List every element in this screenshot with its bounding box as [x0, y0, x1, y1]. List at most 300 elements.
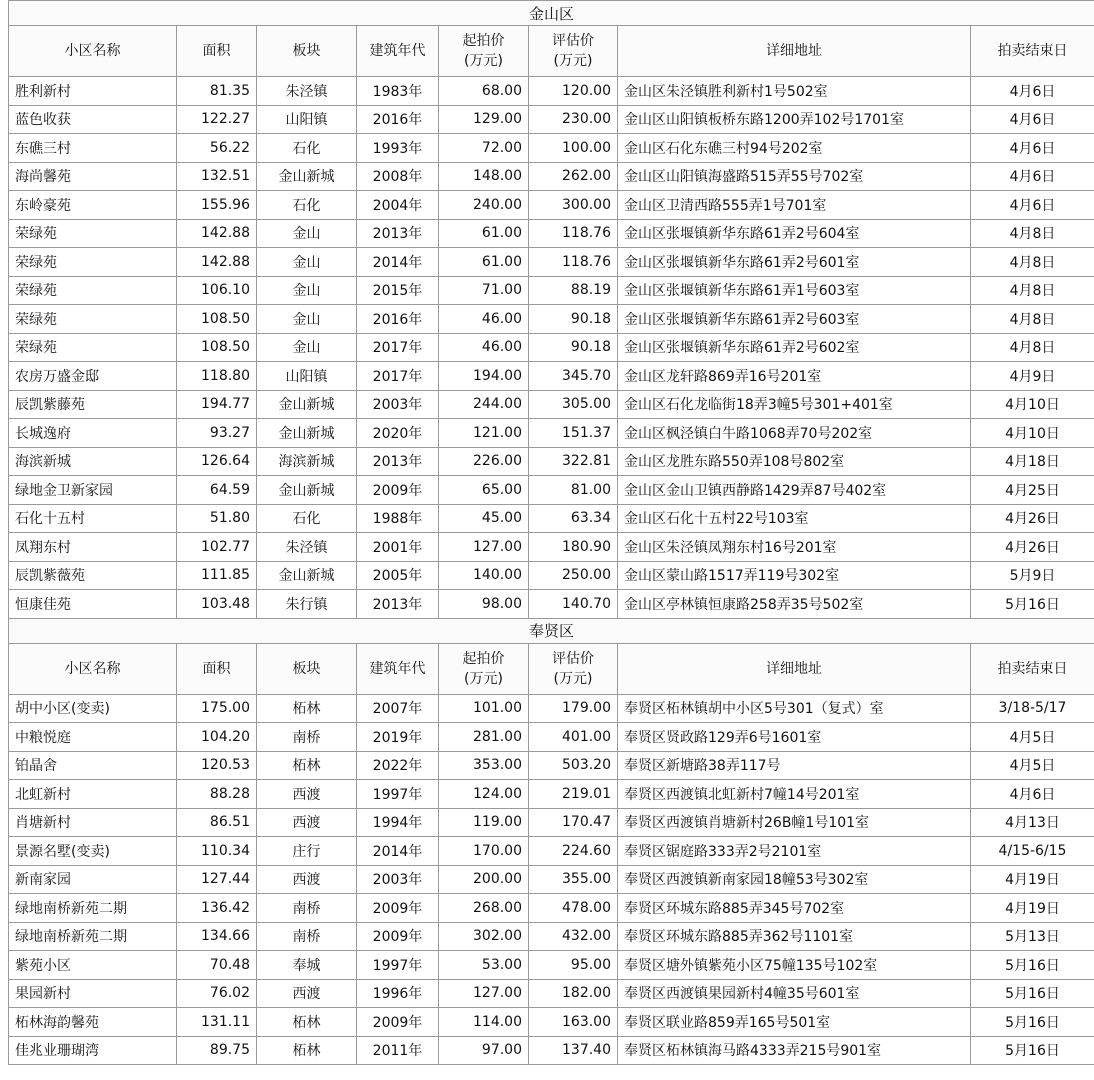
start-price-cell: 129.00	[439, 105, 529, 134]
build-year-cell: 2009年	[357, 476, 439, 505]
block-cell: 庄行	[257, 837, 357, 866]
end-date-cell: 4月8日	[971, 276, 1094, 305]
address-cell: 金山区蒙山路1517弄119号302室	[618, 561, 971, 590]
area-cell: 126.64	[177, 447, 257, 476]
build-year-cell: 1996年	[357, 979, 439, 1008]
build-year-cell: 1994年	[357, 808, 439, 837]
build-year-cell: 2013年	[357, 590, 439, 619]
address-cell: 金山区山阳镇海盛路515弄55号702室	[618, 162, 971, 191]
start-price-cell: 61.00	[439, 248, 529, 277]
table-row	[9, 248, 1094, 277]
address-cell: 奉贤区贤政路129弄6号1601室	[618, 723, 971, 752]
table-row	[9, 951, 1094, 980]
address-cell: 金山区龙轩路869弄16号201室	[618, 362, 971, 391]
build-year-cell: 2005年	[357, 561, 439, 590]
block-cell: 柘林	[257, 1036, 357, 1065]
block-cell: 金山新城	[257, 162, 357, 191]
end-date-cell: 5月16日	[971, 979, 1094, 1008]
build-year-cell: 2013年	[357, 447, 439, 476]
block-cell: 西渡	[257, 979, 357, 1008]
table-row	[9, 447, 1094, 476]
eval-price-cell: 163.00	[529, 1008, 618, 1037]
start-price-cell: 65.00	[439, 476, 529, 505]
eval-price-cell: 100.00	[529, 134, 618, 163]
build-year-cell: 2003年	[357, 390, 439, 419]
table-row	[9, 219, 1094, 248]
area-cell: 81.35	[177, 77, 257, 106]
eval-price-cell: 345.70	[529, 362, 618, 391]
table-row	[9, 276, 1094, 305]
address-cell: 金山区朱泾镇胜利新村1号502室	[618, 77, 971, 106]
end-date-cell: 4月19日	[971, 865, 1094, 894]
table-row	[9, 865, 1094, 894]
table-row	[9, 1036, 1094, 1065]
address-cell: 奉贤区锯庭路333弄2号2101室	[618, 837, 971, 866]
build-year-cell: 1997年	[357, 780, 439, 809]
address-cell: 金山区张堰镇新华东路61弄2号603室	[618, 305, 971, 334]
eval-price-cell: 88.19	[529, 276, 618, 305]
area-cell: 118.80	[177, 362, 257, 391]
build-year-cell: 2017年	[357, 362, 439, 391]
end-date-cell: 4月9日	[971, 362, 1094, 391]
block-cell: 南桥	[257, 894, 357, 923]
end-date-cell: 4月6日	[971, 134, 1094, 163]
start-price-cell: 71.00	[439, 276, 529, 305]
block-cell: 西渡	[257, 865, 357, 894]
address-cell: 奉贤区环城东路885弄345号702室	[618, 894, 971, 923]
community-name-cell: 景源名墅(变卖)	[9, 837, 177, 866]
build-year-cell: 2009年	[357, 1008, 439, 1037]
start-price-cell: 97.00	[439, 1036, 529, 1065]
header-eval-price-line2: (万元)	[553, 670, 593, 687]
community-name-cell: 胜利新村	[9, 77, 177, 106]
community-name-cell: 绿地南桥新苑二期	[9, 894, 177, 923]
end-date-cell: 4月10日	[971, 419, 1094, 448]
end-date-cell: 5月16日	[971, 1036, 1094, 1065]
header-end-date: 拍卖结束日	[971, 26, 1094, 77]
community-name-cell: 荣绿苑	[9, 219, 177, 248]
block-cell: 金山新城	[257, 419, 357, 448]
header-row	[9, 643, 1094, 694]
start-price-cell: 148.00	[439, 162, 529, 191]
end-date-cell: 5月16日	[971, 590, 1094, 619]
eval-price-cell: 63.34	[529, 504, 618, 533]
table-row	[9, 77, 1094, 106]
end-date-cell: 4月26日	[971, 504, 1094, 533]
community-name-cell: 紫苑小区	[9, 951, 177, 980]
address-cell: 奉贤区西渡镇北虹新村7幢14号201室	[618, 780, 971, 809]
region-title: 奉贤区	[9, 618, 1094, 643]
community-name-cell: 凤翔东村	[9, 533, 177, 562]
address-cell: 金山区石化东礁三村94号202室	[618, 134, 971, 163]
table-body	[9, 1, 1094, 1065]
area-cell: 132.51	[177, 162, 257, 191]
area-cell: 108.50	[177, 305, 257, 334]
area-cell: 108.50	[177, 333, 257, 362]
table-row	[9, 134, 1094, 163]
end-date-cell: 5月9日	[971, 561, 1094, 590]
end-date-cell: 5月16日	[971, 951, 1094, 980]
end-date-cell: 4月10日	[971, 390, 1094, 419]
start-price-cell: 53.00	[439, 951, 529, 980]
eval-price-cell: 140.70	[529, 590, 618, 619]
build-year-cell: 2014年	[357, 248, 439, 277]
eval-price-cell: 322.81	[529, 447, 618, 476]
start-price-cell: 200.00	[439, 865, 529, 894]
address-cell: 奉贤区新塘路38弄117号	[618, 751, 971, 780]
area-cell: 70.48	[177, 951, 257, 980]
end-date-cell: 5月16日	[971, 1008, 1094, 1037]
table-row	[9, 305, 1094, 334]
address-cell: 金山区张堰镇新华东路61弄1号603室	[618, 276, 971, 305]
table-row	[9, 894, 1094, 923]
header-address: 详细地址	[618, 26, 971, 77]
start-price-cell: 194.00	[439, 362, 529, 391]
start-price-cell: 46.00	[439, 305, 529, 334]
end-date-cell: 3/18-5/17	[971, 694, 1094, 723]
area-cell: 76.02	[177, 979, 257, 1008]
address-cell: 奉贤区西渡镇新南家园18幢53号302室	[618, 865, 971, 894]
region-title-row	[9, 1, 1094, 26]
eval-price-cell: 300.00	[529, 191, 618, 220]
header-eval-price-line1: 评估价	[552, 33, 594, 49]
address-cell: 金山区龙胜东路550弄108号802室	[618, 447, 971, 476]
community-name-cell: 辰凯紫薇苑	[9, 561, 177, 590]
end-date-cell: 4月26日	[971, 533, 1094, 562]
block-cell: 金山新城	[257, 561, 357, 590]
build-year-cell: 2015年	[357, 276, 439, 305]
area-cell: 122.27	[177, 105, 257, 134]
block-cell: 朱行镇	[257, 590, 357, 619]
start-price-cell: 140.00	[439, 561, 529, 590]
block-cell: 奉城	[257, 951, 357, 980]
community-name-cell: 东礁三村	[9, 134, 177, 163]
table-row	[9, 922, 1094, 951]
header-eval-price	[529, 643, 618, 694]
area-cell: 89.75	[177, 1036, 257, 1065]
address-cell: 金山区石化龙临街18弄3幢5号301+401室	[618, 390, 971, 419]
start-price-cell: 353.00	[439, 751, 529, 780]
table-row	[9, 162, 1094, 191]
eval-price-cell: 219.01	[529, 780, 618, 809]
address-cell: 奉贤区塘外镇紫苑小区75幢135号102室	[618, 951, 971, 980]
area-cell: 142.88	[177, 219, 257, 248]
start-price-cell: 46.00	[439, 333, 529, 362]
block-cell: 金山	[257, 248, 357, 277]
table-row	[9, 105, 1094, 134]
eval-price-cell: 179.00	[529, 694, 618, 723]
area-cell: 111.85	[177, 561, 257, 590]
build-year-cell: 2001年	[357, 533, 439, 562]
address-cell: 金山区张堰镇新华东路61弄2号602室	[618, 333, 971, 362]
eval-price-cell: 90.18	[529, 333, 618, 362]
table-row	[9, 751, 1094, 780]
end-date-cell: 4月8日	[971, 305, 1094, 334]
eval-price-cell: 170.47	[529, 808, 618, 837]
area-cell: 155.96	[177, 191, 257, 220]
header-eval-price	[529, 26, 618, 77]
header-year: 建筑年代	[357, 643, 439, 694]
table-row	[9, 1008, 1094, 1037]
build-year-cell: 2020年	[357, 419, 439, 448]
block-cell: 石化	[257, 504, 357, 533]
header-block: 板块	[257, 643, 357, 694]
block-cell: 山阳镇	[257, 105, 357, 134]
area-cell: 51.80	[177, 504, 257, 533]
community-name-cell: 铂晶舍	[9, 751, 177, 780]
header-start-price	[439, 26, 529, 77]
block-cell: 朱泾镇	[257, 533, 357, 562]
area-cell: 136.42	[177, 894, 257, 923]
header-area: 面积	[177, 26, 257, 77]
block-cell: 西渡	[257, 780, 357, 809]
area-cell: 120.53	[177, 751, 257, 780]
area-cell: 127.44	[177, 865, 257, 894]
block-cell: 石化	[257, 134, 357, 163]
eval-price-cell: 95.00	[529, 951, 618, 980]
build-year-cell: 2017年	[357, 333, 439, 362]
address-cell: 金山区张堰镇新华东路61弄2号601室	[618, 248, 971, 277]
block-cell: 金山	[257, 305, 357, 334]
eval-price-cell: 81.00	[529, 476, 618, 505]
header-start-price	[439, 643, 529, 694]
community-name-cell: 蓝色收获	[9, 105, 177, 134]
build-year-cell: 1997年	[357, 951, 439, 980]
start-price-cell: 114.00	[439, 1008, 529, 1037]
community-name-cell: 长城逸府	[9, 419, 177, 448]
community-name-cell: 肖塘新村	[9, 808, 177, 837]
block-cell: 柘林	[257, 1008, 357, 1037]
end-date-cell: 4月8日	[971, 248, 1094, 277]
address-cell: 奉贤区柘林镇胡中小区5号301（复式）室	[618, 694, 971, 723]
end-date-cell: 4月6日	[971, 191, 1094, 220]
address-cell: 金山区卫清西路555弄1号701室	[618, 191, 971, 220]
community-name-cell: 恒康佳苑	[9, 590, 177, 619]
community-name-cell: 中粮悦庭	[9, 723, 177, 752]
end-date-cell: 4月13日	[971, 808, 1094, 837]
community-name-cell: 海滨新城	[9, 447, 177, 476]
start-price-cell: 226.00	[439, 447, 529, 476]
start-price-cell: 101.00	[439, 694, 529, 723]
area-cell: 110.34	[177, 837, 257, 866]
block-cell: 石化	[257, 191, 357, 220]
end-date-cell: 4月25日	[971, 476, 1094, 505]
end-date-cell: 4月6日	[971, 77, 1094, 106]
start-price-cell: 68.00	[439, 77, 529, 106]
address-cell: 奉贤区西渡镇肖塘新村26B幢1号101室	[618, 808, 971, 837]
end-date-cell: 4月6日	[971, 162, 1094, 191]
address-cell: 金山区张堰镇新华东路61弄2号604室	[618, 219, 971, 248]
start-price-cell: 302.00	[439, 922, 529, 951]
address-cell: 金山区朱泾镇凤翔东村16号201室	[618, 533, 971, 562]
eval-price-cell: 401.00	[529, 723, 618, 752]
community-name-cell: 果园新村	[9, 979, 177, 1008]
build-year-cell: 2009年	[357, 922, 439, 951]
community-name-cell: 荣绿苑	[9, 248, 177, 277]
eval-price-cell: 151.37	[529, 419, 618, 448]
header-name: 小区名称	[9, 26, 177, 77]
block-cell: 金山新城	[257, 476, 357, 505]
community-name-cell: 东岭豪苑	[9, 191, 177, 220]
area-cell: 102.77	[177, 533, 257, 562]
region-title-row	[9, 618, 1094, 643]
area-cell: 194.77	[177, 390, 257, 419]
eval-price-cell: 250.00	[529, 561, 618, 590]
build-year-cell: 2003年	[357, 865, 439, 894]
area-cell: 56.22	[177, 134, 257, 163]
build-year-cell: 2011年	[357, 1036, 439, 1065]
area-cell: 104.20	[177, 723, 257, 752]
auction-listing-table	[8, 0, 1094, 1065]
table-row	[9, 780, 1094, 809]
end-date-cell: 4月8日	[971, 333, 1094, 362]
address-cell: 金山区石化十五村22号103室	[618, 504, 971, 533]
community-name-cell: 辰凯紫藤苑	[9, 390, 177, 419]
table-row	[9, 561, 1094, 590]
table-row	[9, 419, 1094, 448]
table-row	[9, 808, 1094, 837]
area-cell: 134.66	[177, 922, 257, 951]
header-eval-price-line1: 评估价	[552, 650, 594, 667]
block-cell: 西渡	[257, 808, 357, 837]
block-cell: 金山	[257, 333, 357, 362]
eval-price-cell: 305.00	[529, 390, 618, 419]
eval-price-cell: 478.00	[529, 894, 618, 923]
community-name-cell: 荣绿苑	[9, 276, 177, 305]
block-cell: 朱泾镇	[257, 77, 357, 106]
eval-price-cell: 137.40	[529, 1036, 618, 1065]
address-cell: 奉贤区西渡镇果园新村4幢35号601室	[618, 979, 971, 1008]
start-price-cell: 240.00	[439, 191, 529, 220]
community-name-cell: 绿地金卫新家园	[9, 476, 177, 505]
end-date-cell: 4月18日	[971, 447, 1094, 476]
start-price-cell: 127.00	[439, 533, 529, 562]
eval-price-cell: 432.00	[529, 922, 618, 951]
table-row	[9, 504, 1094, 533]
end-date-cell: 4月8日	[971, 219, 1094, 248]
table-row	[9, 979, 1094, 1008]
block-cell: 金山新城	[257, 390, 357, 419]
build-year-cell: 1988年	[357, 504, 439, 533]
eval-price-cell: 262.00	[529, 162, 618, 191]
region-title: 金山区	[9, 1, 1094, 26]
build-year-cell: 2016年	[357, 105, 439, 134]
community-name-cell: 海尚馨苑	[9, 162, 177, 191]
start-price-cell: 98.00	[439, 590, 529, 619]
eval-price-cell: 224.60	[529, 837, 618, 866]
area-cell: 106.10	[177, 276, 257, 305]
build-year-cell: 2016年	[357, 305, 439, 334]
eval-price-cell: 355.00	[529, 865, 618, 894]
block-cell: 柘林	[257, 694, 357, 723]
end-date-cell: 5月13日	[971, 922, 1094, 951]
table-row	[9, 333, 1094, 362]
address-cell: 奉贤区柘林镇海马路4333弄215号901室	[618, 1036, 971, 1065]
community-name-cell: 绿地南桥新苑二期	[9, 922, 177, 951]
build-year-cell: 2014年	[357, 837, 439, 866]
header-start-price-line2: (万元)	[464, 670, 503, 687]
community-name-cell: 荣绿苑	[9, 305, 177, 334]
table-row	[9, 533, 1094, 562]
header-name: 小区名称	[9, 643, 177, 694]
header-row	[9, 26, 1094, 77]
address-cell: 金山区枫泾镇白牛路1068弄70号202室	[618, 419, 971, 448]
start-price-cell: 124.00	[439, 780, 529, 809]
eval-price-cell: 90.18	[529, 305, 618, 334]
community-name-cell: 石化十五村	[9, 504, 177, 533]
build-year-cell: 2004年	[357, 191, 439, 220]
area-cell: 131.11	[177, 1008, 257, 1037]
eval-price-cell: 180.90	[529, 533, 618, 562]
build-year-cell: 2007年	[357, 694, 439, 723]
header-address: 详细地址	[618, 643, 971, 694]
block-cell: 柘林	[257, 751, 357, 780]
area-cell: 86.51	[177, 808, 257, 837]
header-block: 板块	[257, 26, 357, 77]
community-name-cell: 农房万盛金邸	[9, 362, 177, 391]
eval-price-cell: 503.20	[529, 751, 618, 780]
area-cell: 142.88	[177, 248, 257, 277]
build-year-cell: 2009年	[357, 894, 439, 923]
end-date-cell: 4月6日	[971, 105, 1094, 134]
header-eval-price-line2: (万元)	[553, 53, 593, 69]
start-price-cell: 127.00	[439, 979, 529, 1008]
community-name-cell: 柘林海韵馨苑	[9, 1008, 177, 1037]
community-name-cell: 胡中小区(变卖)	[9, 694, 177, 723]
address-cell: 金山区金山卫镇西静路1429弄87号402室	[618, 476, 971, 505]
header-start-price-line1: 起拍价	[462, 650, 505, 667]
table-row	[9, 694, 1094, 723]
area-cell: 93.27	[177, 419, 257, 448]
table-row	[9, 390, 1094, 419]
header-end-date: 拍卖结束日	[971, 643, 1094, 694]
header-area: 面积	[177, 643, 257, 694]
start-price-cell: 45.00	[439, 504, 529, 533]
eval-price-cell: 182.00	[529, 979, 618, 1008]
address-cell: 金山区山阳镇板桥东路1200弄102号1701室	[618, 105, 971, 134]
end-date-cell: 4/15-6/15	[971, 837, 1094, 866]
end-date-cell: 4月5日	[971, 723, 1094, 752]
community-name-cell: 北虹新村	[9, 780, 177, 809]
area-cell: 88.28	[177, 780, 257, 809]
start-price-cell: 72.00	[439, 134, 529, 163]
end-date-cell: 4月5日	[971, 751, 1094, 780]
eval-price-cell: 230.00	[529, 105, 618, 134]
table-row	[9, 837, 1094, 866]
area-cell: 64.59	[177, 476, 257, 505]
start-price-cell: 268.00	[439, 894, 529, 923]
build-year-cell: 2019年	[357, 723, 439, 752]
community-name-cell: 佳兆业珊瑚湾	[9, 1036, 177, 1065]
block-cell: 南桥	[257, 723, 357, 752]
table-row	[9, 590, 1094, 619]
block-cell: 金山	[257, 276, 357, 305]
build-year-cell: 2008年	[357, 162, 439, 191]
community-name-cell: 荣绿苑	[9, 333, 177, 362]
start-price-cell: 121.00	[439, 419, 529, 448]
build-year-cell: 1983年	[357, 77, 439, 106]
community-name-cell: 新南家园	[9, 865, 177, 894]
eval-price-cell: 120.00	[529, 77, 618, 106]
header-start-price-line2: (万元)	[464, 53, 503, 69]
address-cell: 奉贤区环城东路885弄362号1101室	[618, 922, 971, 951]
address-cell: 金山区亭林镇恒康路258弄35号502室	[618, 590, 971, 619]
table-row	[9, 362, 1094, 391]
table-row	[9, 723, 1094, 752]
eval-price-cell: 118.76	[529, 219, 618, 248]
address-cell: 奉贤区联业路859弄165号501室	[618, 1008, 971, 1037]
end-date-cell: 4月6日	[971, 780, 1094, 809]
